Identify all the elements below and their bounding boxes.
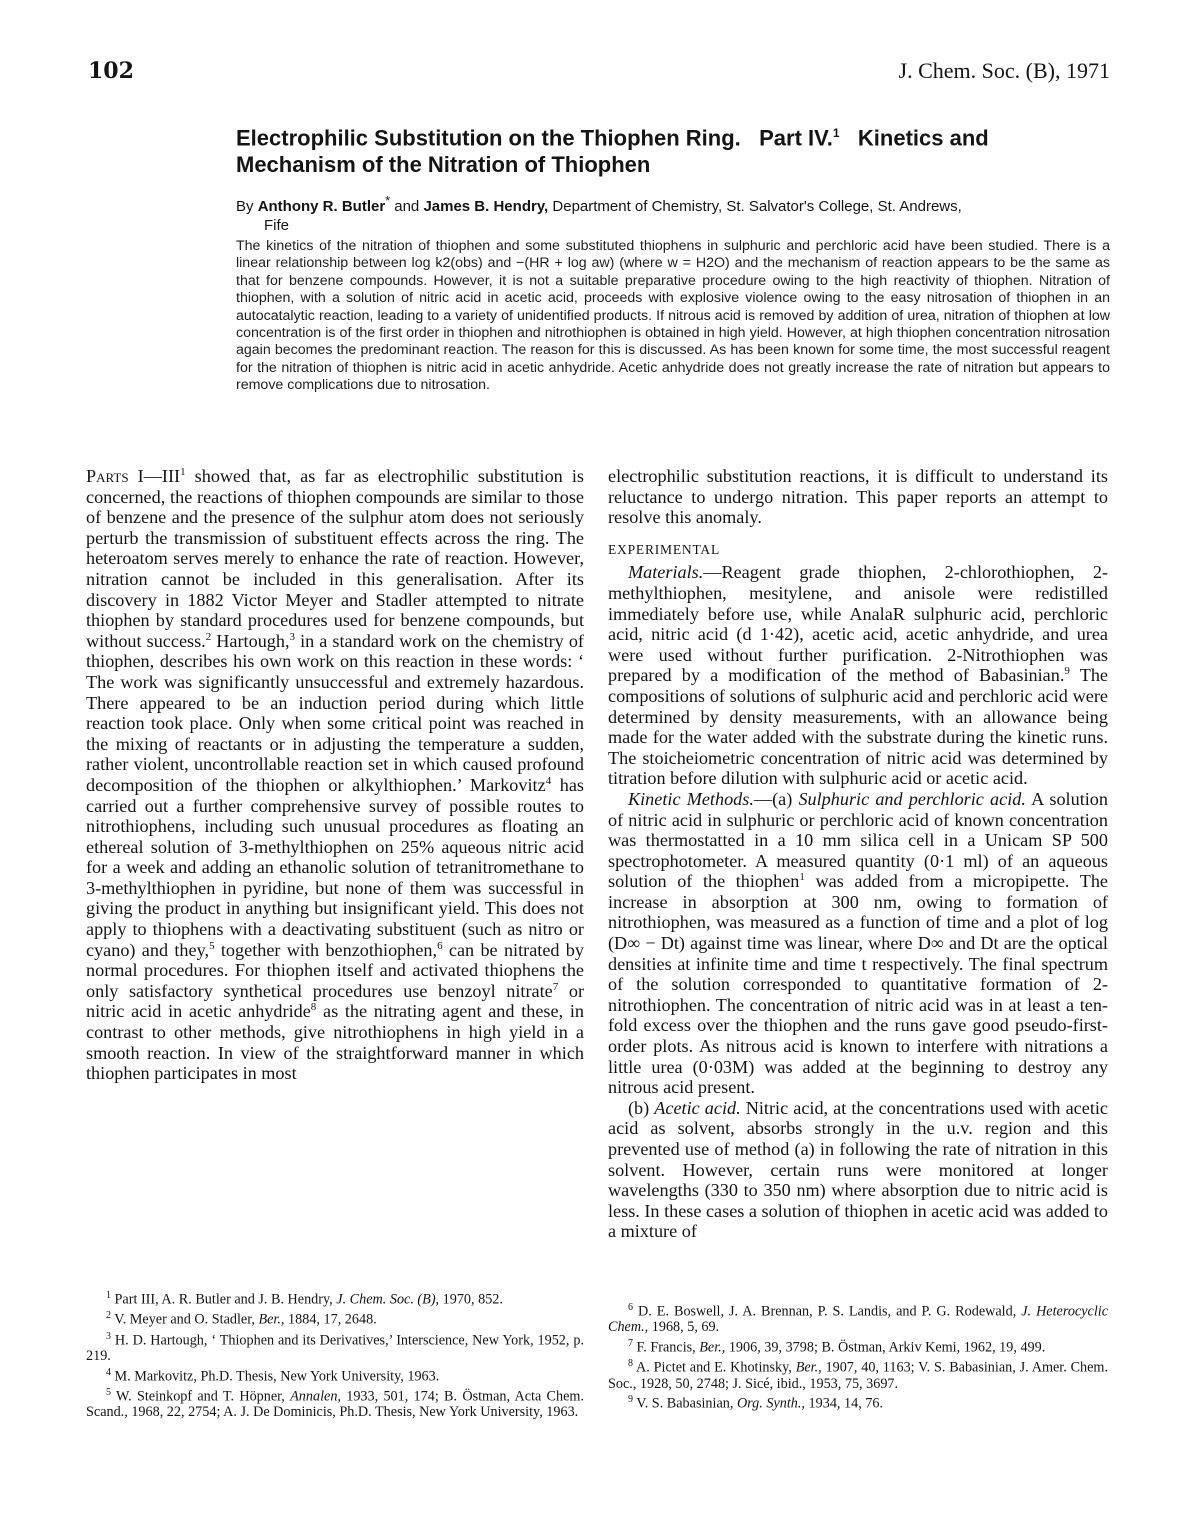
page-number: 102: [88, 58, 134, 84]
journal-citation: J. Chem. Soc. (B), 1971: [898, 58, 1110, 83]
acetic-label: (b): [628, 1097, 655, 1118]
article-heading: [236, 120, 1110, 235]
footnote: $^1$ Part III, A. R. Butler and J. B. Hendry, J. Chem. Soc. (B), 1970, 852.: [106, 1290, 503, 1308]
citation-ref: 4: [545, 774, 552, 787]
footnote: $^7$ F. Francis, Ber., 1906, 39, 3798; B. Östman, Arkiv Kemi, 1962, 19, 499.: [628, 1337, 1046, 1356]
footnote: $^2$ V. Meyer and O. Stadler, Ber., 1884, 17, 2648.: [106, 1310, 377, 1329]
acetic-text: Nitric acid, at the concentrations used with acetic acid as solvent, absorbs strongly in the u.v. region and this prevented use of method (a) in following the rate of nitration in this solvent. However, certain runs were monitored at longer wavelengths (330 to 350 nm) where absorption due to nitric acid is less. In these cases a solution of thiophen in acetic acid was added to a mixture of: [608, 1097, 1109, 1242]
intro-paragraph: [86, 466, 584, 1084]
footnotes-left: [86, 1288, 584, 1421]
footnote: $^4$ M. Markovitz, Ph.D. Thesis, New York University, 1963.: [106, 1366, 440, 1385]
intro-text: as the nitrating agent and these, in contrast to other methods, give nitrothiophens in high yield in a smooth reaction. In view of the straightforward manner in which thiophen participates in most: [86, 1001, 584, 1084]
citation-ref: 3: [289, 630, 296, 643]
page-header: [88, 58, 1110, 92]
intro-text: has carried out a further comprehensive survey of possible routes to nitrothiophens, including such unusual procedures as floating an ethereal solution of 3-methylthiophen on 25% aqueous nitric acid for a week and adding an ethanolic solution of tetranitromethane to 3-methylthiophen in pyridine, but none of them was successful in giving the product in anything but insignificant yield. This does not apply to thiophens with a deactivating substituent (such as nitro or cyano) and they,: [86, 774, 584, 960]
footnote: $^8$ A. Pictet and E. Khotinsky, Ber., 1907, 40, 1163; V. S. Babasinian, J. Amer. Chem. Soc., 1928, 50, 2748; J. Sicé, ibid., 1953, 75, 3697.: [608, 1358, 1109, 1392]
affiliation-city: Fife: [264, 217, 290, 235]
article-title: [236, 120, 1110, 178]
citation-ref: 8: [310, 1001, 317, 1014]
intro-continuation: electrophilic substitution reactions, it is difficult to understand its reluctance to undergo nitration. This paper reports an attempt to resolve this anomaly.: [608, 466, 1108, 528]
title-part-ref: 1: [832, 126, 840, 140]
intro-lead: Parts I—III: [86, 466, 181, 486]
citation-ref: 5: [209, 939, 215, 952]
acetic-heading: Acetic acid.: [654, 1097, 741, 1118]
corresponding-author-mark: *: [385, 194, 391, 209]
kinetic-text: —(a): [753, 788, 799, 809]
section-heading-experimental: EXPERIMENTAL: [608, 541, 721, 557]
footnote: $^3$ H. D. Hartough, ‘ Thiophen and its Derivatives,’ Interscience, New York, 1952, p. 219.: [86, 1330, 584, 1364]
footnote: $^6$ D. E. Boswell, J. A. Brennan, P. S. Landis, and P. G. Rodewald, J. Heterocyclic Chem., 1968, 5, 69.: [608, 1302, 1109, 1336]
title-subtitle: Kinetics and Mechanism of the Nitration of Thiophen: [236, 125, 989, 178]
title-part: Part IV.: [759, 125, 833, 151]
intro-text: Hartough,: [211, 630, 290, 651]
kinetic-text: A solution of nitric acid in sulphuric or perchloric acid of known concentration was thermostatted in a 10 mm silica cell in a Unicam SP 500 spectrophotometer. A measured quantity (0·1 ml) of an aqueous solution of the thiophen: [608, 788, 1108, 892]
kinetic-methods-heading: Kinetic Methods.: [628, 788, 754, 809]
citation-ref: 2: [205, 630, 212, 643]
materials-text: The compositions of solutions of sulphuric acid and perchloric acid were determined by density measurements, with an allowance being made for the water added with the substrate during the kinetic runs. The stoicheiometric concentration of nitric acid was determined by titration before dilution with sulphuric acid or acetic acid.: [608, 665, 1108, 789]
citation-ref: 1: [799, 871, 805, 884]
intro-text: in a standard work on the chemistry of thiophen, describes his own work on this reaction in these words: ‘ The work was significantly unsuccessful and extremely hazardous. There appeared to be an induction period during which little reaction took place. Only when some critical point was reached in the mixing of reactants or in adjusting the temperature a sudden, rather violent, uncontrollable reaction set in which caused profound decomposition of the thiophen or alkylthiophen.’ Markovitz: [86, 630, 584, 795]
intro-text: showed that, as far as electrophilic substitution is concerned, the reactions of thiophen compounds are similar to those of benzene and the presence of the sulphur atom does not seriously perturb the transmission of substituent effects across the ring. The heteroatom serves merely to enhance the rate of reaction. However, nitration cannot be included in this generalisation. After its discovery in 1882 Victor Meyer and Stadler attempted to nitrate thiophen by standard procedures used for benzene compounds, but without success.: [86, 466, 584, 651]
citation-ref: 9: [1064, 665, 1070, 678]
kinetic-methods-paragraph: [608, 789, 1108, 1098]
materials-heading: Materials.: [628, 562, 704, 583]
kinetic-subheading: Sulphuric and perchloric acid.: [798, 788, 1026, 809]
intro-text: or nitric acid in acetic anhydride: [86, 980, 585, 1022]
footnote: $^5$ W. Steinkopf and T. Höpner, Annalen, 1933, 501, 174; B. Östman, Acta Chem. Scand., 1968, 22, 2754; A. J. De Dominicis, Ph.D. Thesis, New York University, 1963.: [86, 1386, 584, 1421]
affiliation: Department of Chemistry, St. Salvator's College, St. Andrews,: [552, 198, 962, 216]
footnotes-right: [608, 1300, 1108, 1413]
intro-text: can be nitrated by normal procedures. For thiophen itself and activated thiophens the only satisfactory synthetical procedures use benzoyl nitrate: [86, 939, 584, 1001]
abstract: The kinetics of the nitration of thiophen and some substituted thiophens in sulphuric and perchloric acid have been studied. There is a linear relationship between log k2(obs) and −(HR + log aw) (where w = H2O) and the mechanism of reaction appears to be the same as that for benzene compounds. However, it is not a suitable preparative procedure owing to the high reactivity of thiophen. Nitration of thiophen, with a solution of nitric acid in acetic acid, proceeds with explosive violence owing to the easy nitrosation of thiophen in an autocatalytic reaction, leading to a variety of unidentified products. If nitrous acid is removed by addition of urea, nitration of thiophen at low concentration is of the first order in thiophen and nitrothiophen is obtained in high yield. However, at high thiophen concentration nitrosation again becomes the predominant reaction. The reason for this is discussed. As has been known for some time, the most successful reagent for the nitration of thiophen is nitric acid in acetic anhydride. Acetic anhydride does not greatly increase the rate of nitration but appears to remove complications due to nitrosation.: [236, 238, 1110, 394]
title-main: Electrophilic Substitution on the Thiophen Ring.: [236, 125, 741, 151]
materials-paragraph: [608, 562, 1108, 789]
author-hendry: James B. Hendry,: [423, 198, 549, 216]
materials-text: —Reagent grade thiophen, 2-chlorothiophen, 2-methylthiophen, mesitylene, and anisole were redistilled immediately before use, while AnalaR sulphuric acid, perchloric acid, nitric acid (d 1·42), acetic acid, acetic anhydride, and urea were used without further purification. 2-Nitrothiophen was prepared by a modification of the method of Babasinian.: [608, 562, 1108, 686]
intro-text: together with benzothiophen,: [214, 939, 438, 960]
author-butler: Anthony R. Butler: [257, 198, 386, 216]
citation-ref: 6: [437, 939, 443, 952]
body-column-right: [608, 466, 1108, 1242]
body-column-left: [86, 466, 584, 1084]
citation-ref: 7: [552, 980, 559, 993]
byline-and: and: [394, 198, 420, 216]
byline: [236, 192, 1110, 235]
acetic-acid-paragraph: [608, 1098, 1108, 1242]
kinetic-text: was added from a micropipette. The increase in absorption at 300 nm, owing to formation of nitrothiophen, was measured as a function of time and a plot of log (D∞ − Dt) against time was linear, where D∞ and Dt are the optical densities at infinite time and time t respectively. The final spectrum of the solution corresponded to quantitative formation of 2-nitrothiophen. The concentration of nitric acid was in at least a ten-fold excess over the thiophen and the runs gave good pseudo-first-order plots. As nitrous acid is known to interfere with nitrations a little urea (0·03M) was added at the beginning to destroy any nitrous acid present.: [608, 871, 1108, 1098]
byline-by: By: [236, 198, 254, 216]
footnote: $^9$ V. S. Babasinian, Org. Synth., 1934, 14, 76.: [628, 1394, 884, 1412]
citation-ref: 1: [180, 465, 186, 478]
